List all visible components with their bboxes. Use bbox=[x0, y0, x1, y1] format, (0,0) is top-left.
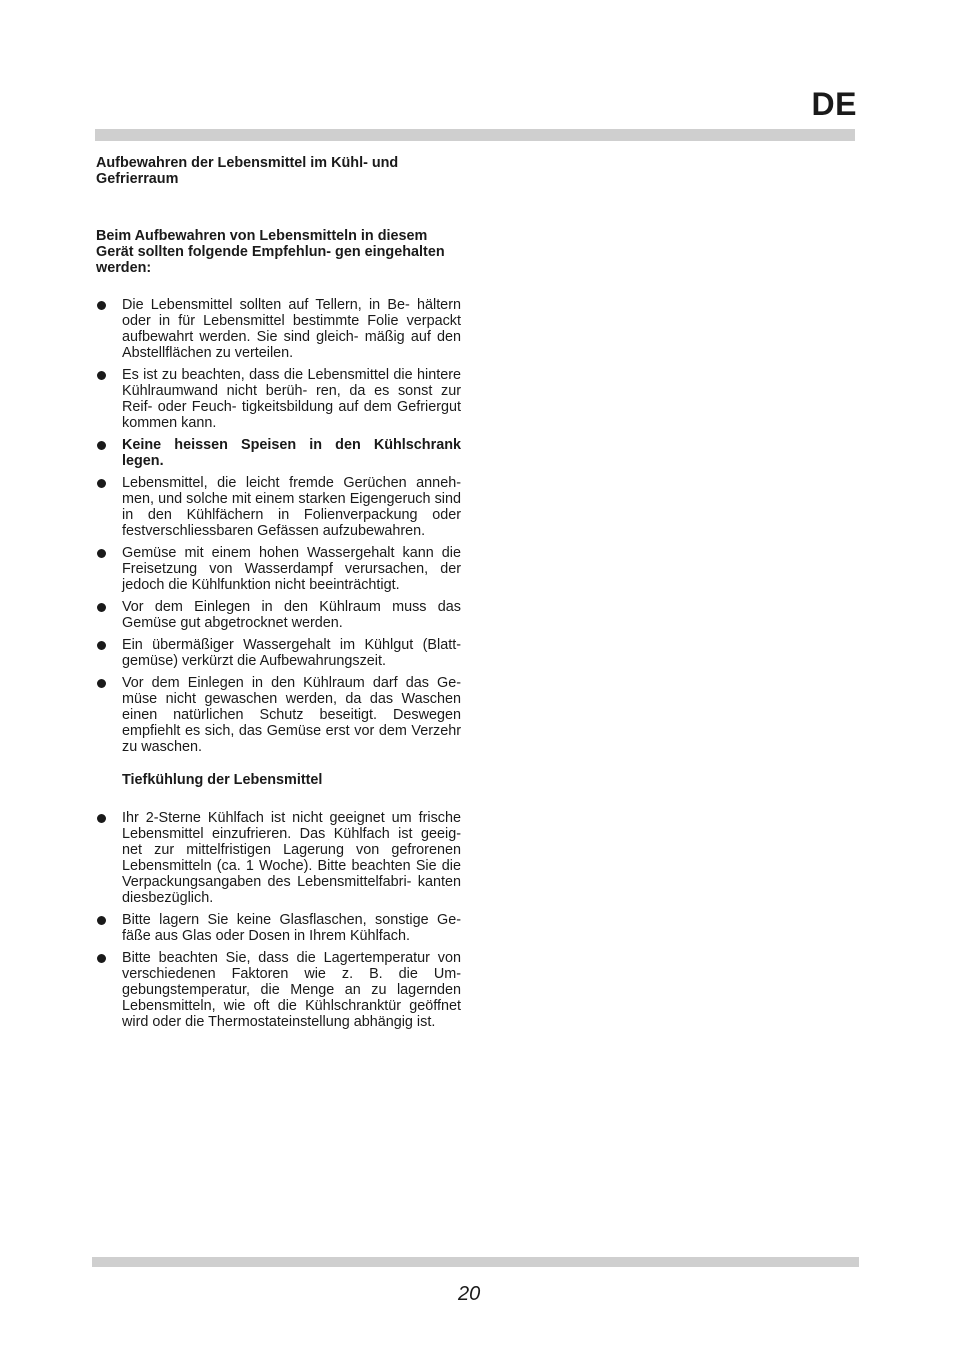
list-item bbox=[96, 675, 461, 755]
bullet-dot-icon bbox=[97, 814, 106, 823]
bullet-dot-icon bbox=[97, 301, 106, 310]
list-item bbox=[96, 545, 461, 593]
footer-divider bbox=[92, 1257, 859, 1267]
language-code: DE bbox=[811, 86, 857, 122]
text-column bbox=[96, 155, 461, 1036]
bullet-dot-icon bbox=[97, 549, 106, 558]
list-item-text: Ein übermäßiger Wassergehalt im Kühlgut (Blatt- gemüse) verkürzt die Aufbewahrungszeit. bbox=[122, 637, 461, 669]
bullet-dot-icon bbox=[97, 954, 106, 963]
storage-bullet-list bbox=[96, 297, 461, 755]
bullet-dot-icon bbox=[97, 603, 106, 612]
freezing-bullet-list bbox=[96, 810, 461, 1030]
list-item bbox=[96, 367, 461, 431]
list-item-text: Bitte lagern Sie keine Glasflaschen, sonstige Ge- fäße aus Glas oder Dosen in Ihrem Kühlfach. bbox=[122, 912, 461, 944]
list-item-text: Es ist zu beachten, dass die Lebensmittel die hintere Kühlraumwand nicht berüh- ren, da es sonst zur Reif- oder Feuch- tigkeitsbildung auf dem Gefriergut kommen kann. bbox=[122, 367, 461, 431]
bullet-dot-icon bbox=[97, 441, 106, 450]
bullet-dot-icon bbox=[97, 371, 106, 380]
list-item-text: Vor dem Einlegen in den Kühlraum muss das Gemüse gut abgetrocknet werden. bbox=[122, 599, 461, 631]
list-item-text: Vor dem Einlegen in den Kühlraum darf das Ge- müse nicht gewaschen werden, da das Waschen einen natürlichen Schutz beseitigt. Deswegen empfiehlt es sich, das Gemüse erst vor dem Verzehr zu waschen. bbox=[122, 675, 461, 755]
page-number: 20 bbox=[458, 1283, 481, 1305]
list-item-text: Keine heissen Speisen in den Kühlschrank legen. bbox=[122, 437, 461, 469]
list-item-text: Die Lebensmittel sollten auf Tellern, in Be- hältern oder in für Lebensmittel bestimmte Folie verpackt aufbewahrt werden. Sie sind gleich- mäßig auf den Abstellflächen zu verteilen. bbox=[122, 297, 461, 361]
list-item bbox=[96, 637, 461, 669]
bullet-dot-icon bbox=[97, 479, 106, 488]
bullet-dot-icon bbox=[97, 916, 106, 925]
list-item bbox=[96, 475, 461, 539]
bullet-dot-icon bbox=[97, 679, 106, 688]
storage-intro: Beim Aufbewahren von Lebensmitteln in diesem Gerät sollten folgende Empfehlun- gen eingehalten werden: bbox=[96, 228, 445, 276]
bullet-dot-icon bbox=[97, 641, 106, 650]
list-item bbox=[96, 599, 461, 631]
list-item bbox=[96, 810, 461, 906]
list-item bbox=[96, 297, 461, 361]
list-item-text: Gemüse mit einem hohen Wassergehalt kann die Freisetzung von Wasserdampf verursachen, der jedoch die Kühlfunktion nicht beeinträchtigt. bbox=[122, 545, 461, 593]
list-item-text: Lebensmittel, die leicht fremde Gerüchen anneh- men, und solche mit einem starken Eigengeruch sind in den Kühlfächern in Folienverpackung oder festverschliessbaren Gefässen aufzubewahren. bbox=[122, 475, 461, 539]
list-item-text: Bitte beachten Sie, dass die Lagertemperatur von verschiedenen Faktoren wie z. B. die Um- gebungstemperatur, die Menge an zu lagernden Lebensmitteln, wie oft die Kühlschranktür geöffnet wird oder die Thermostateinstellung abhängig ist. bbox=[122, 950, 461, 1030]
section-title-freezing: Tiefkühlung der Lebensmittel bbox=[122, 772, 323, 788]
list-item-text: Ihr 2-Sterne Kühlfach ist nicht geeignet um frische Lebensmittel einzufrieren. Das Kühlfach ist geeig- net zur mittelfristigen Lagerung von gefrorenen Lebensmitteln (ca. 1 Woche). Bitte beachten Sie die Verpackungsangaben des Lebensmittelfabri- kanten diesbezüglich. bbox=[122, 810, 461, 906]
section-title-storage: Aufbewahren der Lebensmittel im Kühl- und Gefrierraum bbox=[96, 155, 399, 187]
list-item bbox=[96, 950, 461, 1030]
list-item bbox=[96, 912, 461, 944]
list-item bbox=[96, 437, 461, 469]
header-divider bbox=[95, 129, 855, 141]
